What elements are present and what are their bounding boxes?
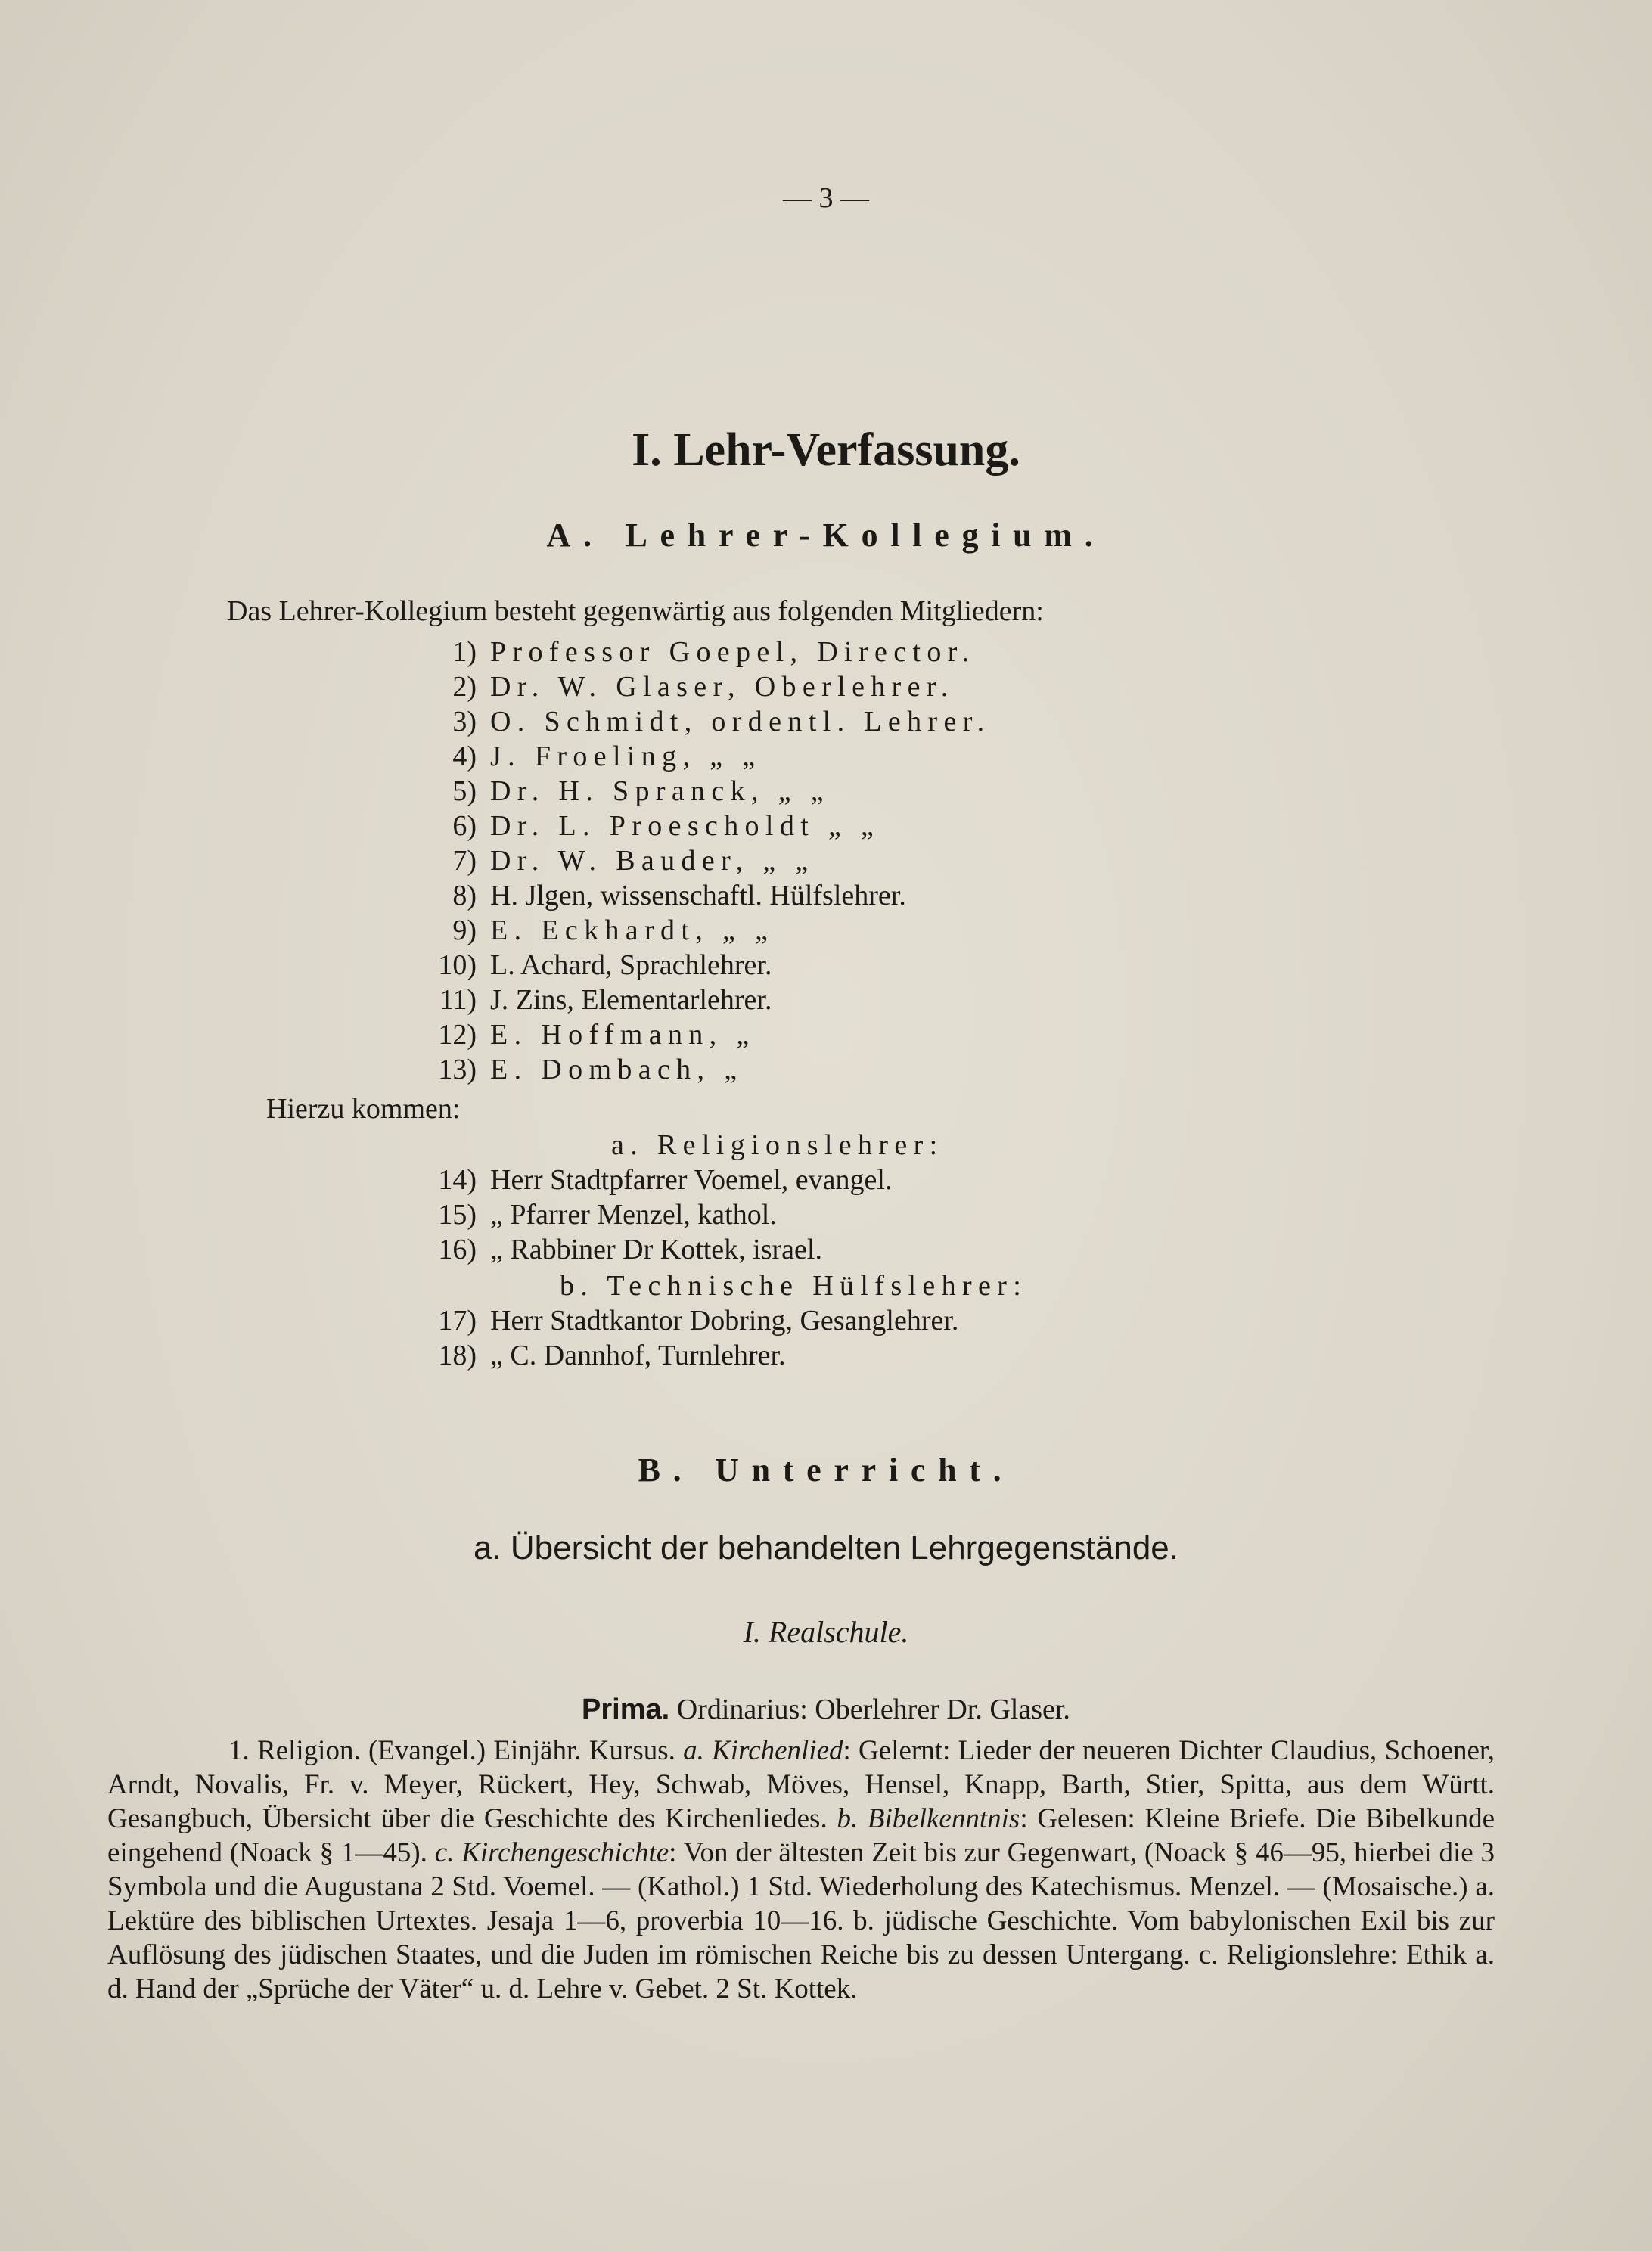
intro-text: Das Lehrer-Kollegium besteht gegenwärtig aus folgenden Mitgliedern: <box>227 595 1044 627</box>
hierzu-label: Hierzu kommen: <box>266 1093 461 1125</box>
prima-ordinarius: Ordinarius: Oberlehrer Dr. Glaser. <box>676 1694 1070 1725</box>
page-number: — 3 — <box>783 182 869 214</box>
category-religion: a. Religionslehrer: <box>611 1129 944 1161</box>
document-page: — 3 — I. Lehr-Verfassung. A. Lehrer-Kollegium. Das Lehrer-Kollegium besteht gegenwärtig aus folgenden Mitgliedern: 1) Professor Goepel, Director. 2) Dr. W. Glaser, Oberlehrer. 3) O. Schmidt, ordentl. Lehrer. 4) J. Froeling, „ „ 5) Dr. H. Spranck, „ „ 6) Dr. L. Proescholdt „ „ 7) Dr. W. Bauder, „ „ 8) H. Jlgen, wissenschaftl. Hülfslehrer. 9) E. Eckhardt, „ „ 10) L. Achard, Sprachlehrer. 11) J. Zins, Elementarlehrer. 12) E. Hoffmann, „ 13) E. Dombach, „ Hierzu kommen: a. Religionslehrer: 14) Herr Stadtpfarrer Voemel, evangel. 15) „ Pfarrer Menzel, kathol. 16) „ Rabbiner Dr Kottek, israel. b. Technische Hülfslehrer: 17) Herr Stadtkantor Dobring, Gesanglehrer. 18) „ C. Dannhof, Turnlehrer. B. Unterricht. a. Übersicht der behandelten Lehrgegenstände. I. Realschule. Prima. Ordinarius: Oberlehrer Dr. Glaser. 1. Religion. (Evangel.) Einjähr. Kursus. a. Kirchenlied: Gelernt: Lieder der neueren Dichter Claudius, Schoener, Arndt, Novalis, Fr. v. Meyer, Rückert, Hey, Schwab, Möves, Hensel, Knapp, Barth, Stier, Spitta, aus dem Württ. Gesangbuch, Übersicht über die Geschichte des Kirchenliedes. b. Bibelkenntnis: Gelesen: Kleine Briefe. Die Bibelkunde eingehend (Noack § 1—45). c. Kirchengeschichte: Von der ältesten Zeit bis zur Gegenwart, (Noack § 46—95, hierbei die 3 Symbola und die Augustana 2 Std. Voemel. — (Kathol.) 1 Std. Wiederholung des Katechismus. Menzel. — (Mosaische.) a. Lektüre des biblischen Urtextes. Jesaja 1—6, proverbia 10—16. b. jüdische Geschichte. Vom babylonischen Exil bis zur Auflösung des jüdischen Staates, und die Juden im römischen Reiche bis zu dessen Untergang. c. Religionslehre: Ethik a. d. Hand der „Sprüche der Väter“ u. d. Lehre v. Gebet. 2 St. Kottek. <box>0 0 1652 2251</box>
prima-label: Prima. <box>582 1694 670 1725</box>
religion-paragraph: 1. Religion. (Evangel.) Einjähr. Kursus. a. Kirchenlied: Gelernt: Lieder der neueren Dichter Claudius, Schoener, Arndt, Novalis, Fr. v. Meyer, Rückert, Hey, Schwab, Möves, Hensel, Knapp, Barth, Stier, Spitta, aus dem Württ. Gesangbuch, Übersicht über die Geschichte des Kirchenliedes. b. Bibelkenntnis: Gelesen: Kleine Briefe. Die Bibelkunde eingehend (Noack § 1—45). c. Kirchengeschichte: Von der ältesten Zeit bis zur Gegenwart, (Noack § 46—95, hierbei die 3 Symbola und die Augustana 2 Std. Voemel. — (Kathol.) 1 Std. Wiederholung des Katechismus. Menzel. — (Mosaische.) a. Lektüre des biblischen Urtextes. Jesaja 1—6, proverbia 10—16. b. jüdische Geschichte. Vom babylonischen Exil bis zur Auflösung des jüdischen Staates, und die Juden im römischen Reiche bis zu dessen Untergang. c. Religionslehre: Ethik a. d. Hand der „Sprüche der Väter“ u. d. Lehre v. Gebet. 2 St. Kottek. <box>107 1735 1495 2004</box>
prima-line <box>0 1693 1652 1726</box>
subsection-realschule: I. Realschule. <box>743 1615 909 1649</box>
section-b-title: B. Unterricht. <box>638 1452 1014 1489</box>
chapter-heading: I. Lehr-Verfassung. <box>632 424 1020 476</box>
subsection-a-title: a. Übersicht der behandelten Lehrgegenstände. <box>473 1529 1178 1566</box>
category-technisch: b. Technische Hülfslehrer: <box>560 1270 1028 1302</box>
section-a-title: A. Lehrer-Kollegium. <box>546 517 1106 554</box>
